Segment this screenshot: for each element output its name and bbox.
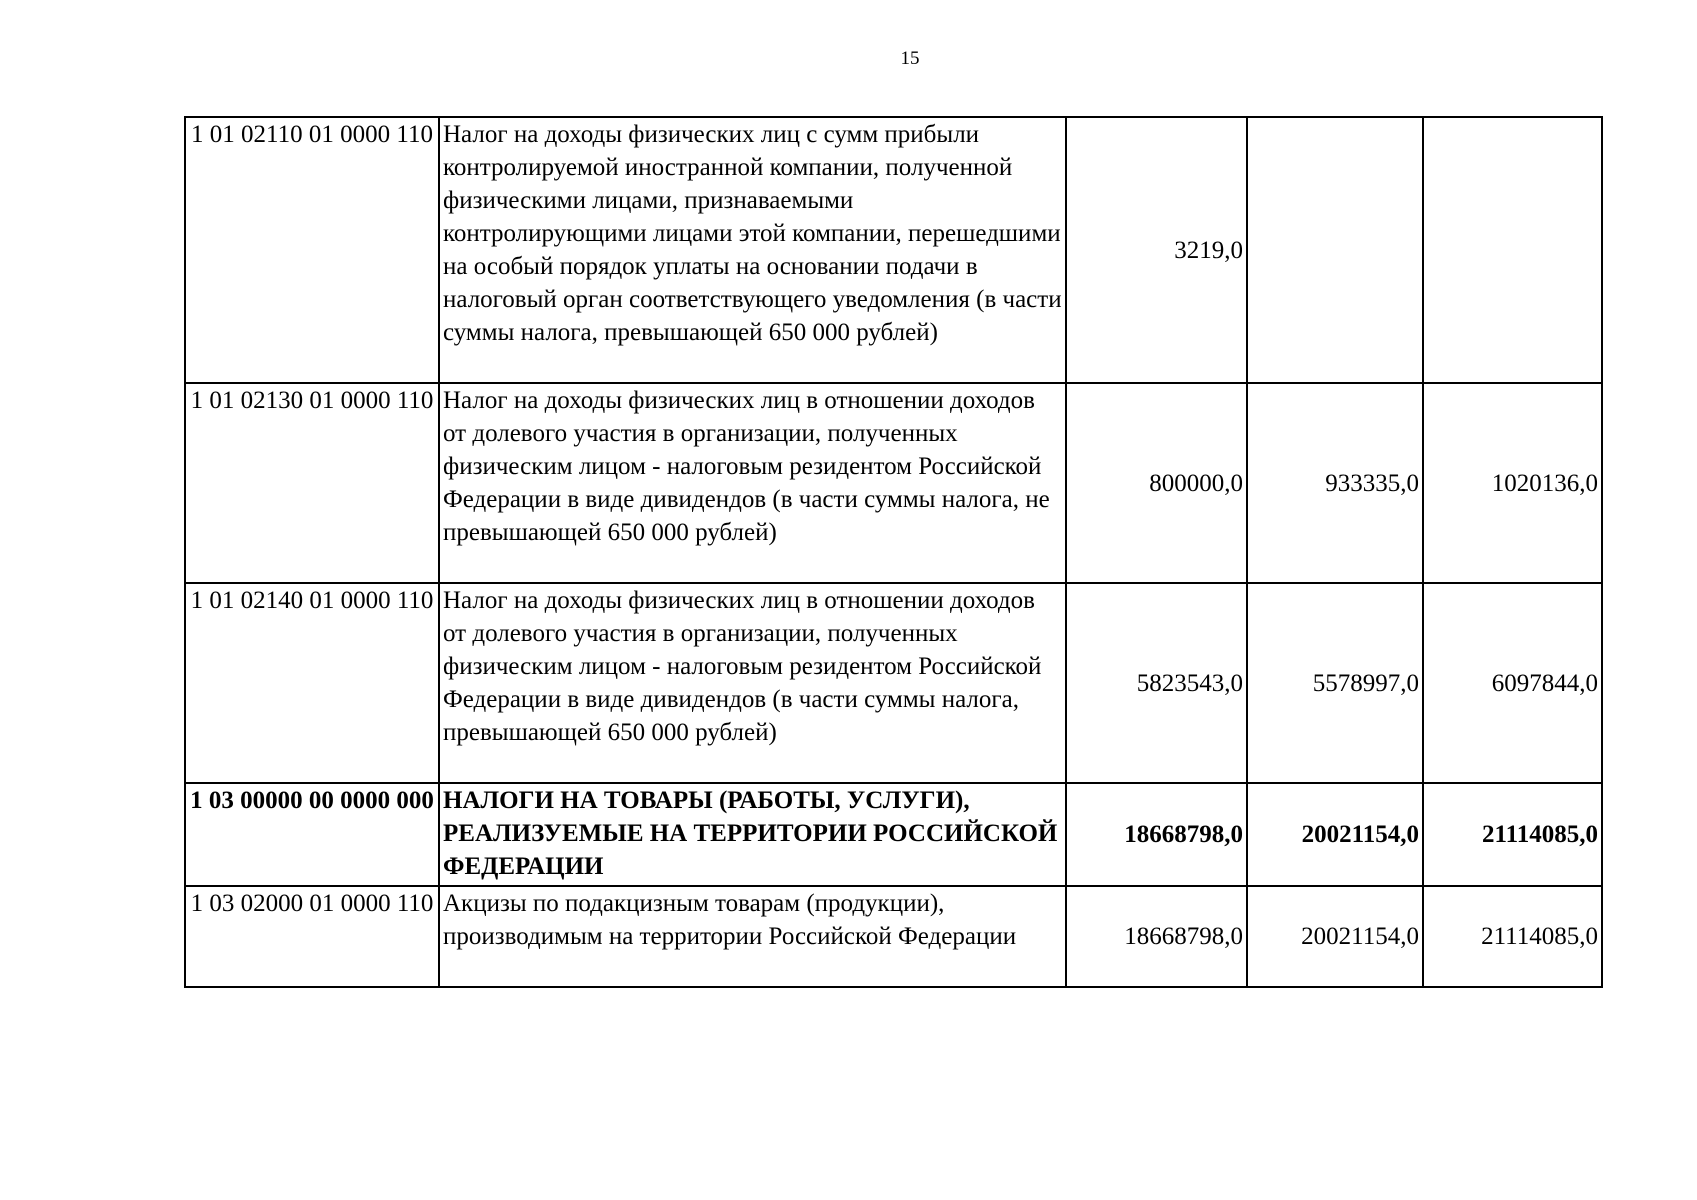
amount-year1-cell: 3219,0 [1066,117,1247,383]
revenue-name-cell: Акцизы по подакцизным товарам (продукции), производимым на территории Российской Федерации [439,886,1066,987]
amount-year3-cell: 6097844,0 [1423,583,1602,783]
revenue-name-cell: Налог на доходы физических лиц в отношении доходов от долевого участия в организации, полученных физическим лицом - налоговым резидентом Российской Федерации в виде дивидендов (в части суммы налога, не превышающей 650 000 рублей) [439,383,1066,583]
budget-code-cell: 1 01 02110 01 0000 110 [185,117,439,383]
amount-year2-cell: 5578997,0 [1247,583,1423,783]
amount-year3-cell [1423,117,1602,383]
table-row [185,383,1602,583]
budget-code-cell: 1 03 00000 00 0000 000 [185,783,439,886]
table-row [185,583,1602,783]
table-row [185,117,1602,383]
amount-year1-cell: 18668798,0 [1066,783,1247,886]
amount-year3-cell: 21114085,0 [1423,783,1602,886]
budget-code-cell: 1 01 02130 01 0000 110 [185,383,439,583]
revenue-name-cell: НАЛОГИ НА ТОВАРЫ (РАБОТЫ, УСЛУГИ), РЕАЛИЗУЕМЫЕ НА ТЕРРИТОРИИ РОССИЙСКОЙ ФЕДЕРАЦИИ [439,783,1066,886]
amount-year1-cell: 5823543,0 [1066,583,1247,783]
budget-code-cell: 1 01 02140 01 0000 110 [185,583,439,783]
amount-year3-cell: 1020136,0 [1423,383,1602,583]
revenue-name-cell: Налог на доходы физических лиц с сумм прибыли контролируемой иностранной компании, полученной физическими лицами, признаваемыми контролирующими лицами этой компании, перешедшими на особый порядок уплаты на основании подачи в налоговый орган соответствующего уведомления (в части суммы налога, превышающей 650 000 рублей) [439,117,1066,383]
budget-revenue-table [184,116,1603,988]
amount-year1-cell: 18668798,0 [1066,886,1247,987]
revenue-name-cell: Налог на доходы физических лиц в отношении доходов от долевого участия в организации, полученных физическим лицом - налоговым резидентом Российской Федерации в виде дивидендов (в части суммы налога, превышающей 650 000 рублей) [439,583,1066,783]
amount-year3-cell: 21114085,0 [1423,886,1602,987]
budget-code-cell: 1 03 02000 01 0000 110 [185,886,439,987]
table-row [185,886,1602,987]
amount-year2-cell [1247,117,1423,383]
table-row-section-total [185,783,1602,886]
amount-year2-cell: 933335,0 [1247,383,1423,583]
page-number: 15 [900,48,920,69]
amount-year2-cell: 20021154,0 [1247,886,1423,987]
amount-year1-cell: 800000,0 [1066,383,1247,583]
amount-year2-cell: 20021154,0 [1247,783,1423,886]
